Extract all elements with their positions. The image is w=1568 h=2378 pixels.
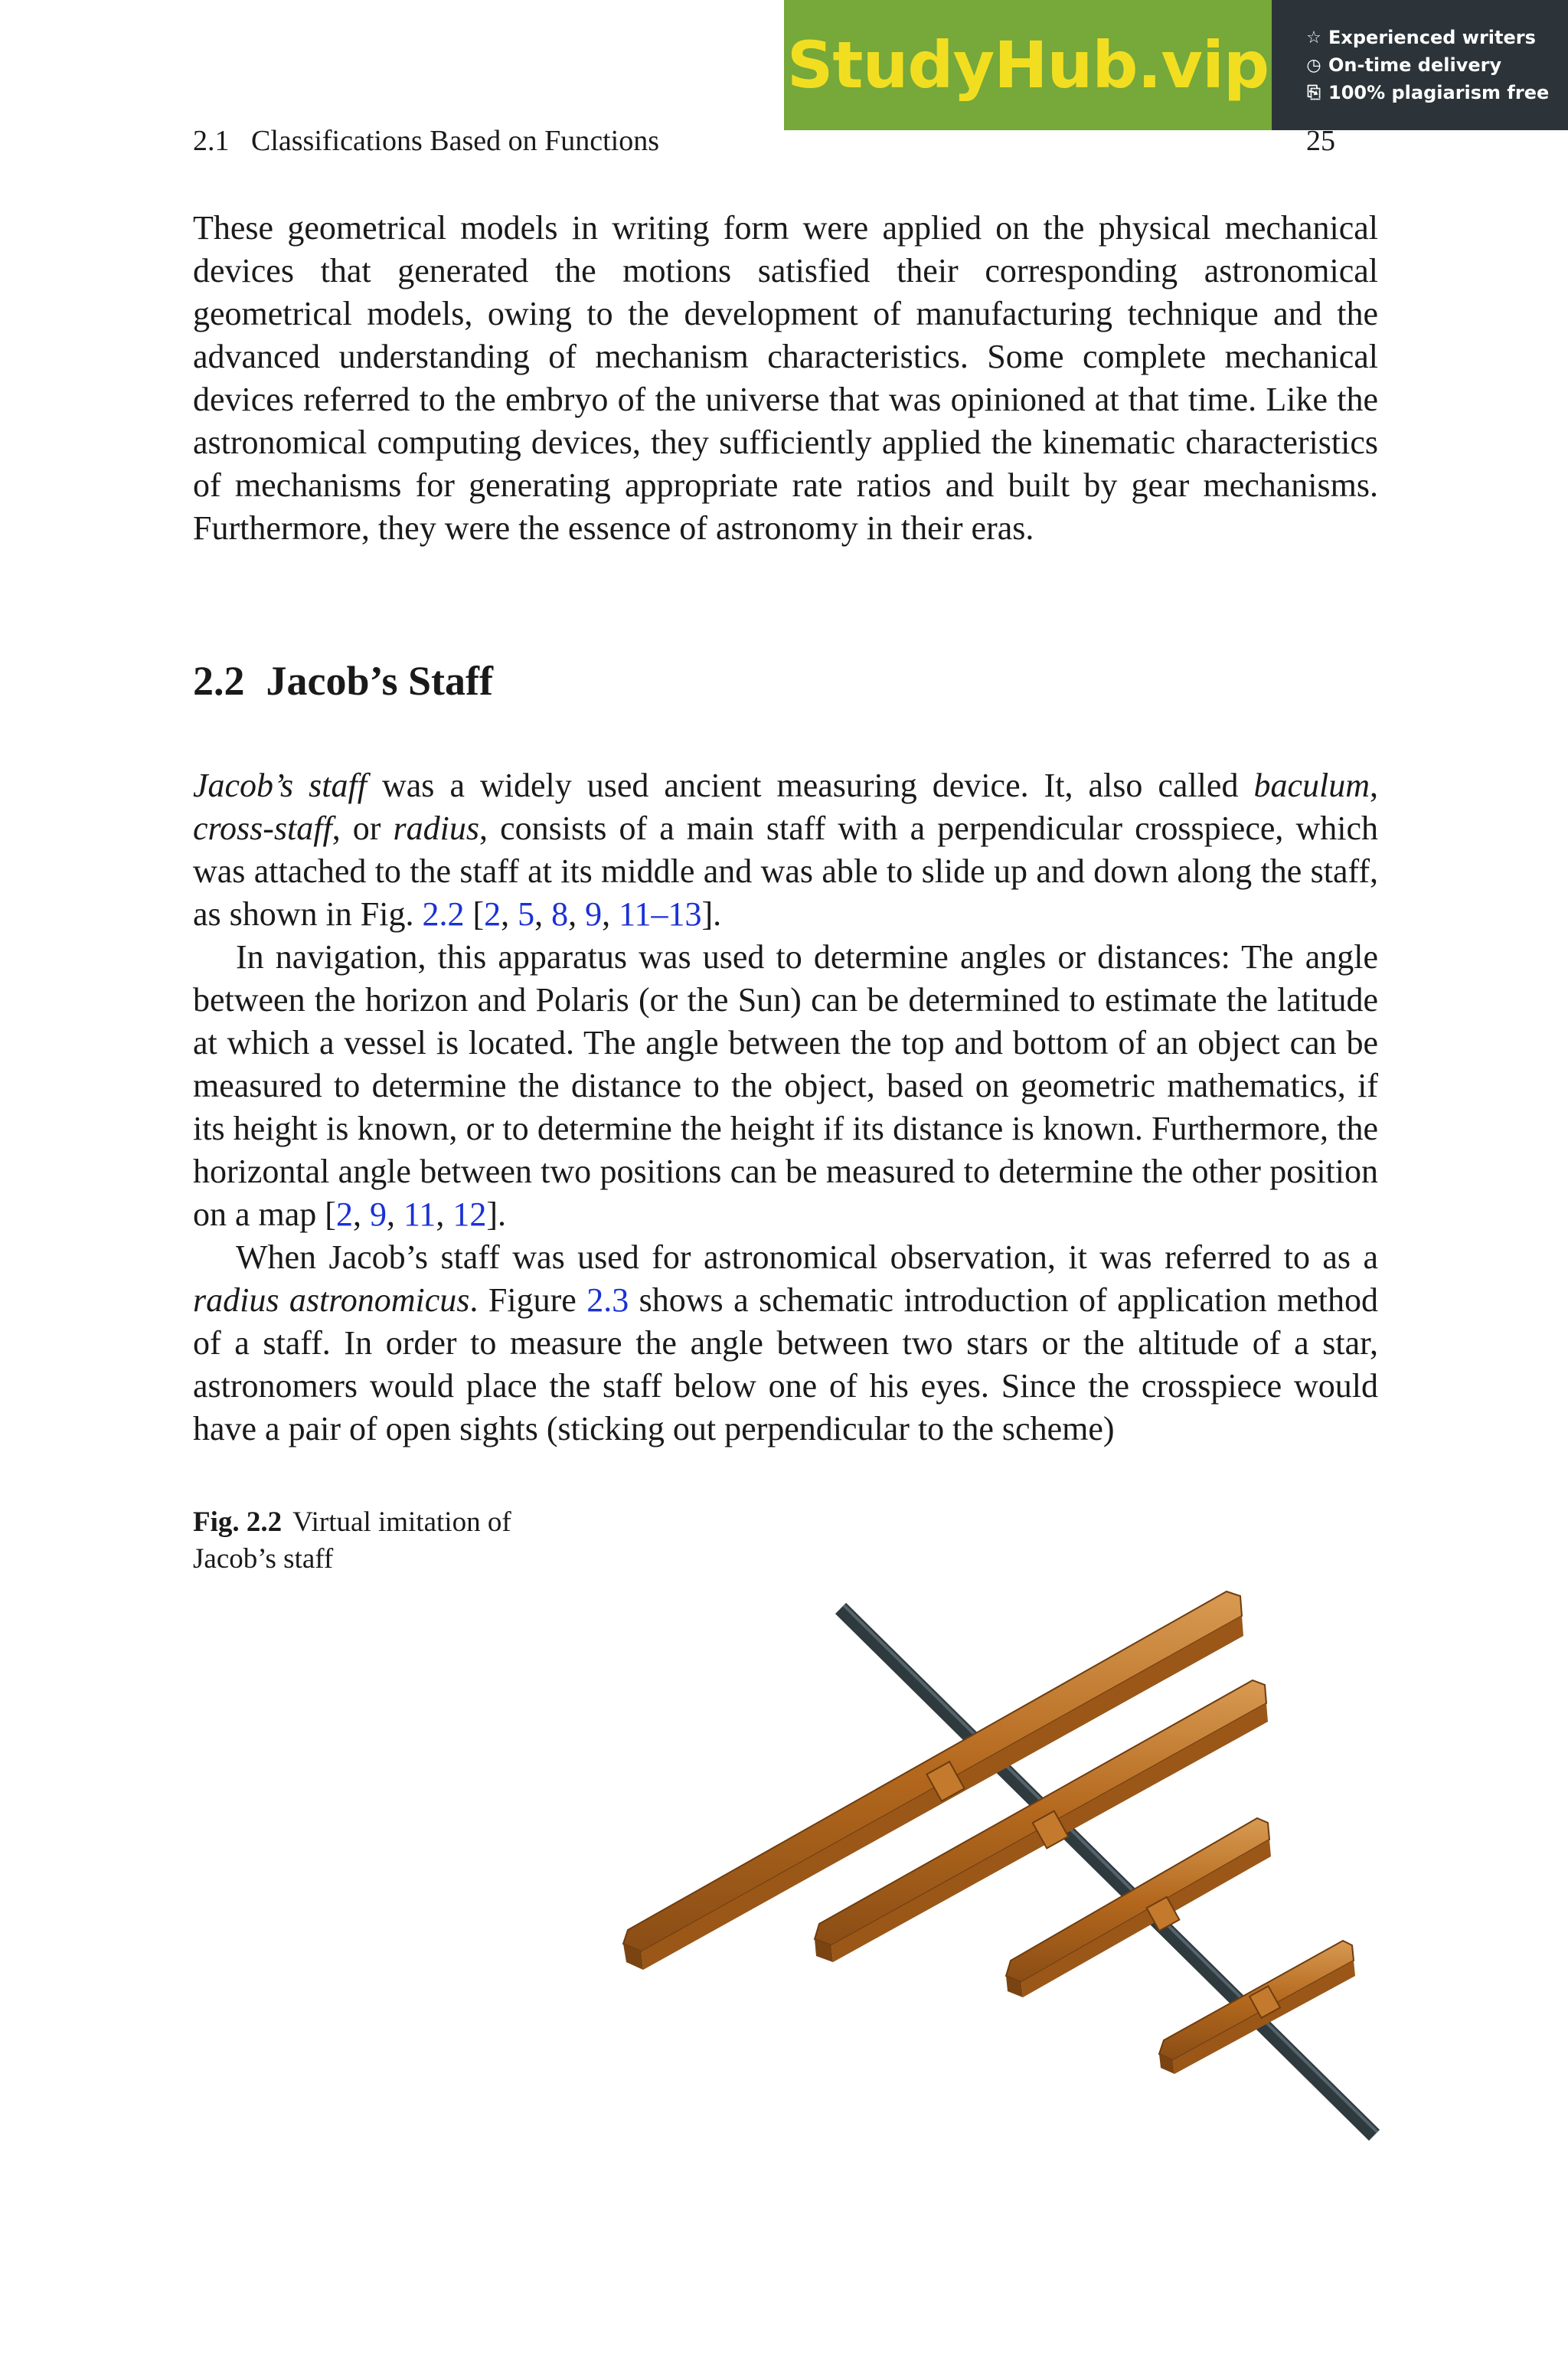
figure-link[interactable]: 2.2 [422, 895, 465, 933]
citation-link[interactable]: 9 [369, 1196, 387, 1233]
paragraph-intro: These geometrical models in writing form were applied on the physical mechanical devices that generated the motions satisfied their corresponding astronomical geometrical models, owing to the development of manufacturing technique and the advanced understanding of mechanism characteristics. Some complete mechanical devices referred to the embryo of the universe that was opinioned at that time. Like the astronomical computing devices, they sufficiently applied the kinematic characteristics of mechanisms for generating appropriate rate ratios and built by gear mechanisms. Furthermore, they were the essence of astronomy in their eras. [193, 209, 1378, 547]
document-check-icon: ⎘ [1307, 83, 1321, 103]
body-text-top [193, 207, 1378, 550]
running-head [193, 124, 1378, 158]
studyhub-logo: StudyHub.vip [786, 28, 1269, 103]
paragraph-astronomy: When Jacob’s staff was used for astronomical observation, it was referred to as a radius astronomicus. Figure 2.3 shows a schematic introduction of application method of a staff. In order to measure the angle between two stars or the altitude of a star, astronomers would place the staff below one of his eyes. Since the crosspiece would have a pair of open sights (sticking out perpendicular to the scheme) [193, 1238, 1378, 1447]
paragraph-jacobs-staff: Jacob’s staff was a widely used ancient measuring device. It, also called baculum, cross-staff, or radius, consists of a main staff with a perpendicular crosspiece, which was attached to the staff at its middle and was able to slide up and down along the staff, as shown in Fig. 2.2 [2, 5, 8, 9, 11–13]. [193, 767, 1378, 933]
clock-icon: ◷ [1306, 55, 1321, 75]
running-head-title: 2.1 Classifications Based on Functions [193, 125, 660, 157]
paragraph-navigation: In navigation, this apparatus was used to determine angles or distances: The angle between the horizon and Polaris (or the Sun) can be determined to estimate the latitude at which a vessel is located. The angle between the top and bottom of an object can be measured to determine the distance to the object, based on geometric mathematics, if its height is known, or to determine the height if its distance is known. Furthermore, the horizontal angle between two positions can be measured to determine the other position on a map [2, 9, 11, 12]. [193, 938, 1378, 1233]
citation-link[interactable]: 12 [452, 1196, 487, 1233]
section-heading: 2.2 Jacob’s Staff [193, 658, 493, 704]
section-body [193, 764, 1378, 1451]
banner-feature: ◷ On-time delivery [1306, 54, 1502, 76]
figure-caption-text: Virtual imitation of Jacob’s staff [193, 1506, 511, 1575]
citation-link[interactable]: 2 [484, 895, 501, 933]
banner-feature: ⎘ 100% plagiarism free [1305, 82, 1568, 103]
figure-link[interactable]: 2.3 [586, 1281, 629, 1319]
studyhub-banner[interactable] [784, 0, 1568, 130]
citation-link[interactable]: 8 [551, 895, 569, 933]
citation-link[interactable]: 11–13 [619, 895, 702, 933]
figure-caption [193, 1504, 560, 1578]
page-number: 25 [1306, 125, 1335, 157]
citation-link[interactable]: 9 [585, 895, 603, 933]
citation-link[interactable]: 5 [518, 895, 535, 933]
citation-link[interactable]: 11 [403, 1196, 436, 1233]
figure-label: Fig. 2.2 [193, 1506, 283, 1538]
studyhub-logo-panel [784, 0, 1272, 130]
jacobs-staff-illustration [597, 1501, 1409, 2144]
citation-link[interactable]: 2 [335, 1196, 353, 1233]
star-icon: ☆ [1306, 28, 1321, 47]
banner-features [1272, 0, 1568, 130]
banner-feature: ☆ Experienced writers [1306, 27, 1536, 48]
